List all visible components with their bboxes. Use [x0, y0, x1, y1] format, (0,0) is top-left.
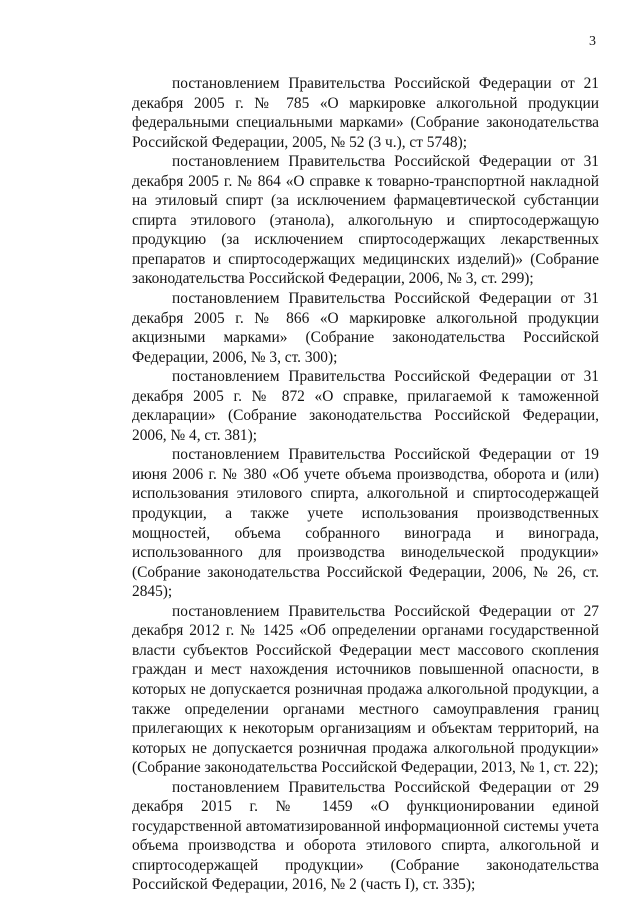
decree-paragraph-872: постановлением Правительства Российской Федерации от 31 декабря 2005 г. № 872 «О справке, прилагаемой к таможенной декларации» (Собрание законодательства Российской Федерации, 2006, № 4, ст. 381); — [132, 368, 599, 444]
decree-paragraph-864: постановлением Правительства Российской Федерации от 31 декабря 2005 г. № 864 «О справке к товарно-транспортной накладной на этиловый спирт (за исключением фармацевтической субстанции спирта этилового (этанола), алкогольную и спиртосодержащую продукцию (за исключением спиртосодержащих лекарственных препаратов и спиртосодержащих медицинских изделий)» (Собрание законодательства Российской Федерации, 2006, № 3, ст. 299); — [132, 153, 599, 288]
decree-paragraph-1425: постановлением Правительства Российской Федерации от 27 декабря 2012 г. № 1425 «Об определении органами государственной власти субъектов Российской Федерации мест массового скопления граждан и мест нахождения источников повышенной опасности, в которых не допускается розничная продажа алкогольной продукции, а также определении органами местного самоуправления границ прилегающих к некоторым организациям и объектам территорий, на которых не допускается розничная продажа алкогольной продукции» (Собрание законодательства Российской Федерации, 2013, № 1, ст. 22); — [132, 602, 599, 777]
document-body — [132, 74, 599, 895]
decree-paragraph-785: постановлением Правительства Российской Федерации от 21 декабря 2005 г. № 785 «О маркировке алкогольной продукции федеральными специальными марками» (Собрание законодательства Российской Федерации, 2005, № 52 (3 ч.), ст 5748); — [132, 75, 599, 151]
page-number: 3 — [589, 34, 596, 49]
decree-paragraph-866: постановлением Правительства Российской Федерации от 31 декабря 2005 г. № 866 «О маркировке алкогольной продукции акцизными марками» (Собрание законодательства Российской Федерации, 2006, № 3, ст. 300); — [132, 290, 599, 366]
decree-paragraph-1459: постановлением Правительства Российской Федерации от 29 декабря 2015 г. № 1459 «О функционировании единой государственной автоматизированной информационной системы учета объема производства и оборота этилового спирта, алкогольной и спиртосодержащей продукции» (Собрание законодательства Российской Федерации, 2016, № 2 (часть I), ст. 335); — [132, 778, 599, 894]
decree-paragraph-380: постановлением Правительства Российской Федерации от 19 июня 2006 г. № 380 «Об учете объема производства, оборота и (или) использования этилового спирта, алкогольной и спиртосодержащей продукции, а также учете использования производственных мощностей, объема собранного винограда и винограда, использованного для производства винодельческой продукции» (Собрание законодательства Российской Федерации, 2006, № 26, ст. 2845); — [132, 446, 599, 601]
